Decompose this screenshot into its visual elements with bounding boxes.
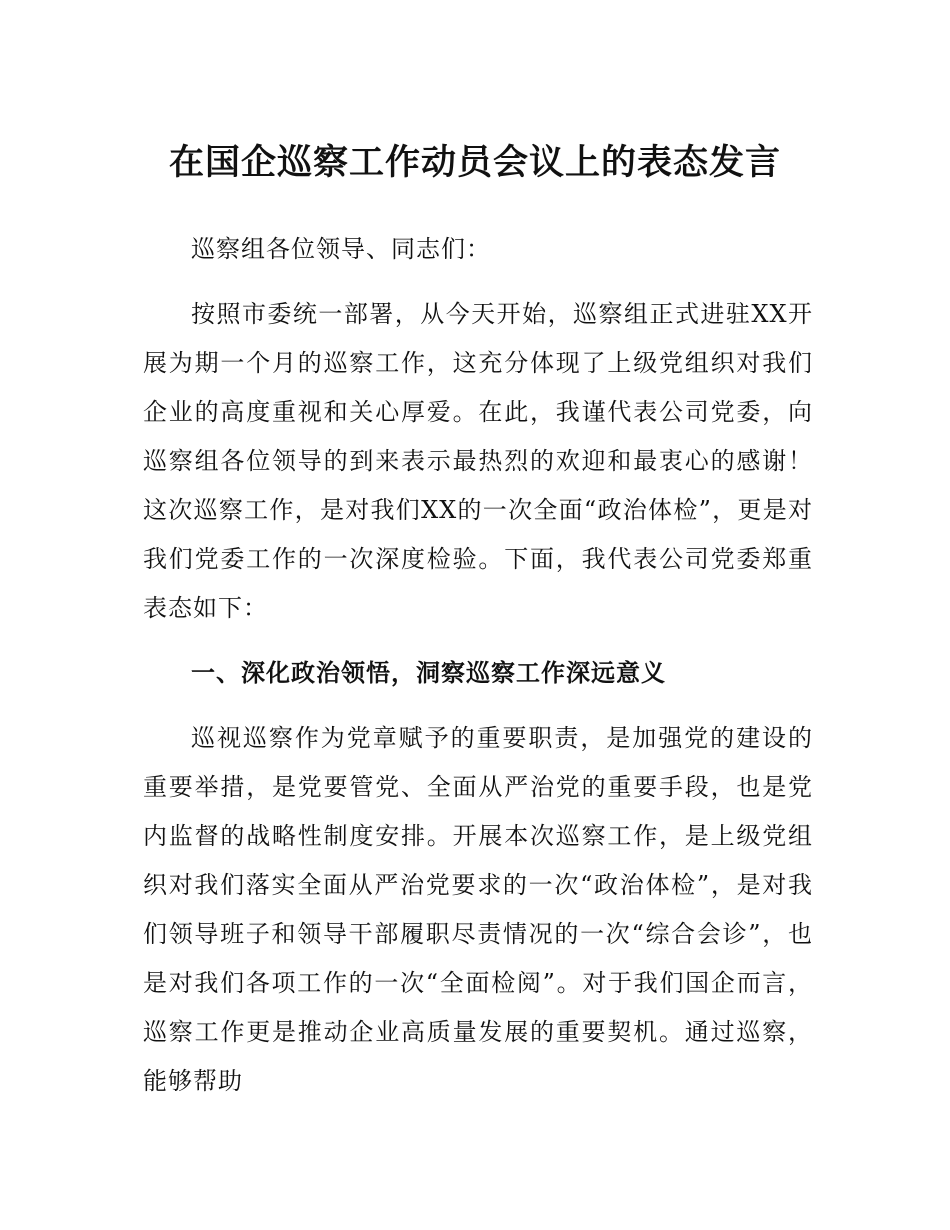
opening-paragraph: 按照市委统一部署，从今天开始，巡察组正式进驻XX开展为期一个月的巡察工作，这充分体现了上级党组织对我们企业的高度重视和关心厚爱。在此，我谨代表公司党委，向巡察组各位领导的到来表示最热烈的欢迎和最衷心的感谢！这次巡察工作，是对我们XX的一次全面“政治体检”，更是对我们党委工作的一次深度检验。下面，我代表公司党委郑重表态如下： xyxy=(143,300,813,622)
section-paragraph: 巡视巡察作为党章赋予的重要职责，是加强党的建设的重要举措，是党要管党、全面从严治党的重要手段，也是党内监督的战略性制度安排。开展本次巡察工作，是上级党组织对我们落实全面从严治党要求的一次“政治体检”，是对我们领导班子和领导干部履职尽责情况的一次“综合会诊”，也是对我们各项工作的一次“全面检阅”。对于我们国企而言，巡察工作更是推动企业高质量发展的重要契机。通过巡察，能够帮助 xyxy=(143,724,813,1095)
document-title: 在国企巡察工作动员会议上的表态发言 xyxy=(168,143,781,184)
section-heading: 一、深化政治领悟，洞察巡察工作深远意义 xyxy=(191,659,666,687)
document-body xyxy=(143,225,813,1106)
salutation: 巡察组各位领导、同志们： xyxy=(191,235,491,263)
